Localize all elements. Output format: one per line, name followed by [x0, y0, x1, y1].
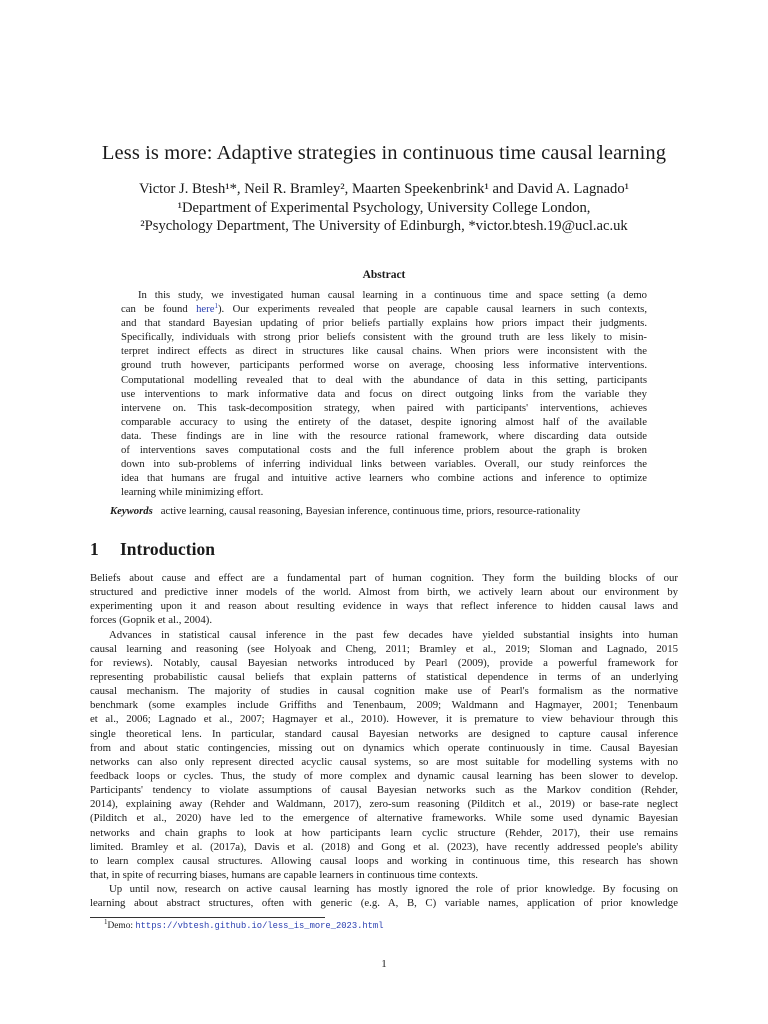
abstract-text: can be found: [121, 303, 197, 316]
body-line: networks can also only represent directed acyclic causal systems, so are most suitable for modelling systems with no: [90, 755, 678, 768]
body-line: et al., 2006; Lagnado et al., 2007; Hagmayer et al., 2010). However, it is premature to view behaviour through this: [90, 713, 678, 726]
abstract-line: [121, 302, 647, 316]
abstract-line: down into sub-problems of inferring individual links between variables. Overall, our study reinforces the: [121, 458, 647, 471]
footnote-rule: [90, 917, 325, 918]
body-line: benchmark (some examples include Griffiths and Tenenbaum, 2009; Waldmann and Hagmayer, 2001; Tenenbaum: [90, 699, 678, 712]
body-line: networks and chain graphs to look at how participants learn cyclic structure (Rehder, 2017), their use remains: [90, 826, 678, 839]
body-line: from and about static contingencies, missing out on dynamics which operate continuously in time. Causal Bayesian: [90, 741, 678, 754]
body-line: feedback loops or cycles. Thus, the study of more complex and dynamic causal learning has been slower to develop.: [90, 769, 678, 782]
keywords: [110, 505, 670, 517]
abstract-line: and that standard Bayesian updating of prior beliefs partially explains how priors impact their judgments.: [121, 317, 647, 330]
abstract-line: data. These findings are in line with the resource rational framework, where discarding data outside: [121, 429, 647, 442]
keywords-label: Keywords: [110, 505, 153, 517]
body-line: Beliefs about cause and effect are a fundamental part of human cognition. They form the building blocks of our: [90, 572, 678, 584]
body-line: 2014), explaining away (Rehder and Waldmann, 2017), zero-sum reasoning (Pilditch et al., 2019) or base-rate neglect: [90, 798, 678, 811]
abstract-body: [121, 288, 647, 499]
body-line: that, in spite of recurring biases, humans are capable learners in continuous time contexts.: [90, 868, 478, 881]
abstract-line: comparable accuracy to using the entirety of the dataset, despite ignoring almost half of the available: [121, 415, 647, 428]
demo-link[interactable]: here: [196, 303, 215, 316]
body-line: limited. Bramley et al. (2017a), Davis et al. (2018) and Gong et al. (2023), have recently addressed people's ability: [90, 840, 678, 853]
footnote-label: Demo:: [107, 921, 136, 931]
section-number: 1: [90, 539, 99, 559]
abstract-line: Specifically, individuals with strong prior beliefs consistent with the ground truth are less likely to misin-: [121, 331, 647, 344]
body-line: forces (Gopnik et al., 2004).: [90, 614, 213, 627]
page-number: 1: [381, 958, 387, 970]
body-line: to learn complex causal structures. Allowing causal loops and working in continuous time, this research has shown: [90, 854, 678, 867]
body-line: Advances in statistical causal inference in the past few decades have yielded substantial insights into human: [109, 628, 678, 641]
body-line: structured and predictive inner models of the world. Almost from birth, we actively learn about our environment by: [90, 586, 678, 599]
body-line: experimenting upon it and reason about resulting evidence in ways that reflect inference to hidden causal laws and: [90, 600, 678, 613]
keywords-text: active learning, causal reasoning, Bayesian inference, continuous time, priors, resource-rationality: [160, 505, 581, 517]
body-line: learning about abstract structures, often with generic (e.g. A, B, C) variable names, application of prior knowledge: [90, 897, 678, 910]
body-line: causal learning and reasoning (see Holyoak and Cheng, 2011; Bramley et al., 2019; Sloman and Lagnado, 2015: [90, 642, 678, 655]
abstract-line: idea that humans are frugal and intuitive active learners who combine actions and inference to optimize: [121, 472, 647, 485]
body-line: causal mechanism. The majority of studies in causal cognition make use of Pearl's formalism as the normative: [90, 685, 678, 698]
paper-title: Less is more: Adaptive strategies in continuous time causal learning: [101, 142, 667, 164]
abstract-heading: Abstract: [362, 269, 406, 281]
footnote: [104, 918, 384, 931]
body-line: representing probabilistic causal beliefs that explain patterns of statistical dependence in terms of an underlying: [90, 670, 678, 683]
body-line: Participants' tendency to violate assumptions of causal Bayesian networks such as the Markov condition (Rehder,: [90, 784, 678, 797]
abstract-text: ). Our experiments revealed that people are capable causal learners in such contexts,: [217, 303, 648, 316]
intro-body: [90, 571, 678, 910]
abstract-line: In this study, we investigated human causal learning in a continuous time and space setting (a demo: [138, 289, 647, 301]
body-line: for reviews). Notably, causal Bayesian networks introduced by Pearl (2009), provide a powerful framework for: [90, 656, 678, 669]
abstract-line: learning while minimizing effort.: [121, 486, 264, 499]
footnote-url-link[interactable]: https://vbtesh.github.io/less_is_more_2023.html: [135, 921, 384, 931]
affiliation-edinburgh: ²Psychology Department, The University of Edinburgh, *victor.btesh.19@ucl.ac.uk: [140, 218, 628, 235]
author-names: Victor J. Btesh¹*, Neil R. Bramley², Maarten Speekenbrink¹ and David A. Lagnado¹: [138, 181, 629, 197]
body-line: (Pilditch et al., 2020) have led to the emergence of alternative frameworks. While some used dynamic Bayesian: [90, 812, 678, 825]
abstract-line: of interventions saves computational costs and the full inference problem about the graph is broken: [121, 444, 647, 457]
author-block: [0, 180, 768, 236]
affiliation-ucl: ¹Department of Experimental Psychology, University College London,: [177, 199, 591, 216]
abstract-line: use interventions to mark informative data and focus on direct outgoing links from the variable they: [121, 387, 647, 400]
abstract-line: terpret indirect effects as direct in structures like causal chains. When priors were inconsistent with the: [121, 345, 647, 358]
body-line: Up until now, research on active causal learning has mostly ignored the role of prior knowledge. By focusing on: [109, 883, 678, 896]
abstract-line: Computational modelling revealed that to deal with the abundance of data in this setting, participants: [121, 373, 647, 386]
footnote-marker[interactable]: 1: [214, 302, 218, 311]
abstract-line: intervene on. This task-decomposition strategy, when paired with participants' interventions, achieves: [121, 401, 647, 414]
abstract-line: ground truth however, participants performed worse on average, choosing less informative interventions.: [121, 359, 647, 372]
section-title: Introduction: [120, 539, 215, 559]
body-line: single theoretical lens. In particular, standard causal Bayesian networks are designed to capture causal inference: [90, 727, 678, 740]
footnote-number: 1: [104, 918, 108, 926]
section-heading: [90, 539, 215, 560]
